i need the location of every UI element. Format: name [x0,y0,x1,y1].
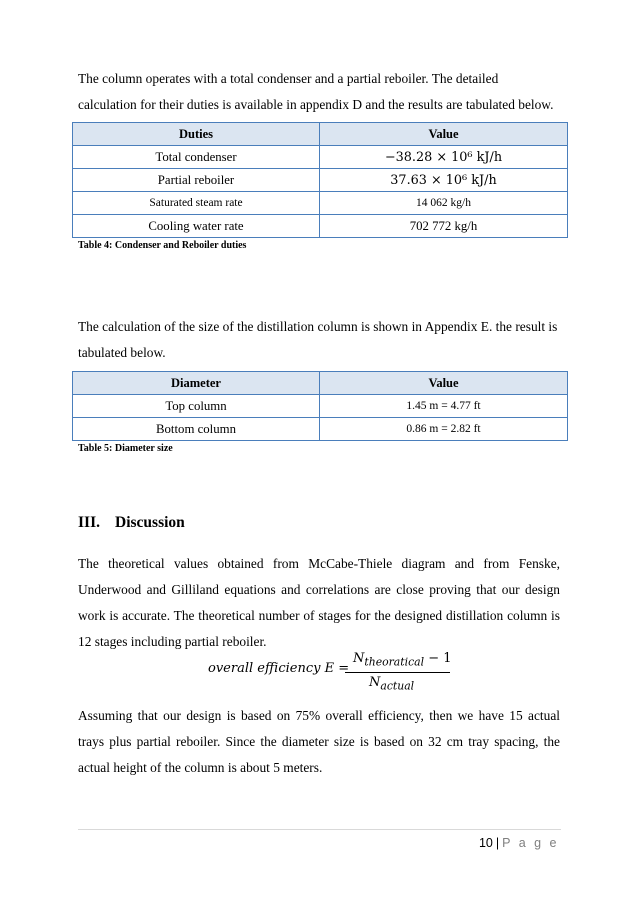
table-header-row [73,372,568,395]
table-header-cell: Value [320,372,568,395]
numerator-subscript: theoratical [364,655,425,669]
diameter-paragraph: The calculation of the size of the distillation column is shown in Appendix E. the result is tabulated below. [78,319,558,360]
equation-denominator [345,675,450,693]
table-cell: Partial reboiler [73,169,320,192]
table-cell: Saturated steam rate [73,192,320,215]
footer-separator: | [495,836,500,850]
page-footer [479,836,559,850]
table-caption: Table 4: Condenser and Reboiler duties [78,240,247,251]
equation-lhs: overall efficiency E = [208,661,350,676]
intro-paragraph: The column operates with a total condenser and a partial reboiler. The detailed calculation for their duties is available in appendix D and the results are tabulated below. [78,71,554,112]
section-number: III. [78,514,100,531]
table-header-cell: Diameter [73,372,320,395]
numerator-rest: − 1 [424,651,452,666]
numerator-symbol: N [353,651,365,666]
table-cell: Bottom column [73,418,320,441]
equation-fraction [345,651,450,693]
table-cell: 1.45 m = 4.77 ft [320,395,568,418]
table-row [73,395,568,418]
table-cell: 14 062 kg/h [320,192,568,215]
table-row [73,146,568,169]
table-caption: Table 5: Diameter size [78,443,173,454]
discussion-paragraph: The theoretical values obtained from McCabe-Thiele diagram and from Fenske, Underwood and Gilliland equations and correlations are close proving that our design work is accurate. The theoretical number of stages for the designed distillation column is 12 stages including partial reboiler. [78,556,560,649]
table-row [73,215,568,238]
table-cell: 702 772 kg/h [320,215,568,238]
footer-divider [78,829,561,830]
table-row [73,192,568,215]
diameter-table [72,371,568,441]
table-header-row [73,123,568,146]
denominator-subscript: actual [380,679,415,693]
duties-table [72,122,568,238]
equation-numerator [345,651,450,669]
page-label: P a g e [502,836,559,850]
table-header-cell: Duties [73,123,320,146]
section-title: Discussion [115,514,185,531]
table-cell: Top column [73,395,320,418]
table-cell: Total condenser [73,146,320,169]
table-cell: −38.28 × 10⁶ kJ/h [320,146,568,169]
page-number: 10 [478,836,493,850]
fraction-bar [345,672,450,673]
table-header-cell: Value [320,123,568,146]
table-row [73,418,568,441]
table-cell: 0.86 m = 2.82 ft [320,418,568,441]
table-cell: 37.63 × 10⁶ kJ/h [320,169,568,192]
table-cell: Cooling water rate [73,215,320,238]
section-heading [78,514,185,532]
table-row [73,169,568,192]
conclusion-paragraph: Assuming that our design is based on 75% overall efficiency, then we have 15 actual trays plus partial reboiler. Since the diameter size is based on 32 cm tray spacing, the actual height of the column is about 5 meters. [78,708,560,775]
denominator-symbol: N [369,675,381,690]
